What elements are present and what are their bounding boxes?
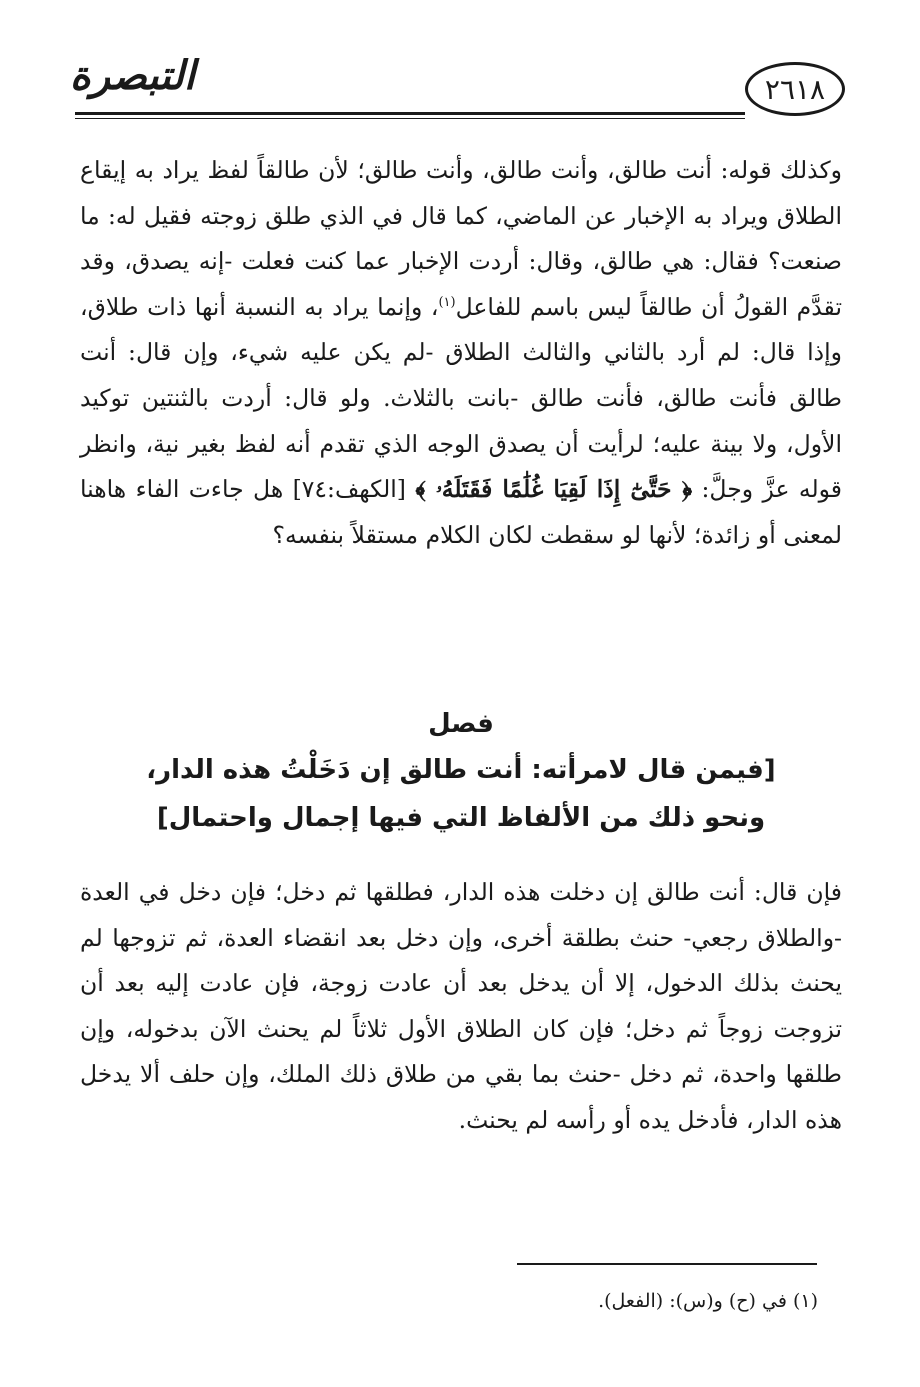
section-subtitle-line-1: [فيمن قال لامرأته: أنت طالق إن دَخَلْتُ هذه الدار، [146, 755, 776, 785]
header-rule [75, 112, 745, 115]
book-title: التبصرة [69, 52, 195, 99]
header-rule-thin [75, 118, 745, 119]
paragraph-1-part-b: ، وإنما يراد به النسبة أنها ذات طلاق، وإذا قال: لم أرد بالثاني والثالث الطلاق -لم يكن عليه شيء، وإن قال: أنت طالق فأنت طالق، فأنت طالق -بانت بالثلاث. ولو قال: أردت بالثنتين توكيد الأول، ولا بينة عليه؛ لرأيت أن يصدق الوجه الذي تقدم أنه لفظ بغير نية، وانظر قوله عزَّ وجلَّ: [80, 292, 842, 504]
section-subtitle-line-2: ونحو ذلك من الألفاظ التي فيها إجمال واحتمال] [156, 803, 766, 833]
paragraph-1-part-c: [الكهف:٧٤] هل جاءت الفاء هاهنا لمعنى أو زائدة؛ لأنها لو سقطت لكان الكلام مستقلاً بنفسه؟ [80, 475, 842, 549]
main-paragraph [80, 148, 842, 558]
page-number: ٢٦١٨ [745, 62, 845, 116]
paragraph-1 [80, 148, 842, 558]
footnote-reference-1: (١) [438, 294, 456, 310]
footnote: (١) في (ح) و(س): (الفعل). [598, 1290, 818, 1312]
footnote-divider [517, 1263, 817, 1265]
quran-verse: ﴿ حَتَّىٰٓ إِذَا لَقِيَا غُلَٰمًا فَقَتَلَهُۥ ﴾ [415, 475, 693, 504]
page-header [69, 52, 845, 132]
section-heading [80, 702, 842, 842]
section-title: فصل [428, 709, 494, 739]
paragraph-2: فإن قال: أنت طالق إن دخلت هذه الدار، فطلقها ثم دخل؛ فإن دخل في العدة -والطلاق رجعي- حنث بطلقة أخرى، وإن دخل بعد انقضاء العدة، ثم تزوجها لم يحنث بذلك الدخول، إلا أن يدخل بعد أن عادت زوجة، فإن عادت إليه بعد أن تزوجت زوجاً ثم دخل؛ فإن كان الطلاق الأول ثلاثاً لم يحنث الآن بدخوله، وإن طلقها واحدة، ثم دخل -حنث بما بقي من طلاق ذلك الملك، وإن حلف ألا يدخل هذه الدار، فأدخل يده أو رأسه لم يحنث. [80, 878, 842, 1134]
section-paragraph [80, 870, 842, 1144]
paragraph-1-part-a: وكذلك قوله: أنت طالق، وأنت طالق، وأنت طالق؛ لأن طالقاً لفظ يراد به إيقاع الطلاق ويراد به الإخبار عن الماضي، كما قال في الذي طلق زوجته فقيل له: ما صنعت؟ فقال: هي طالق، وقال: أردت الإخبار عما كنت فعلت -إنه يصدق، وقد تقدَّم القولُ أن طالقاً ليس باسم للفاعل [80, 156, 842, 321]
